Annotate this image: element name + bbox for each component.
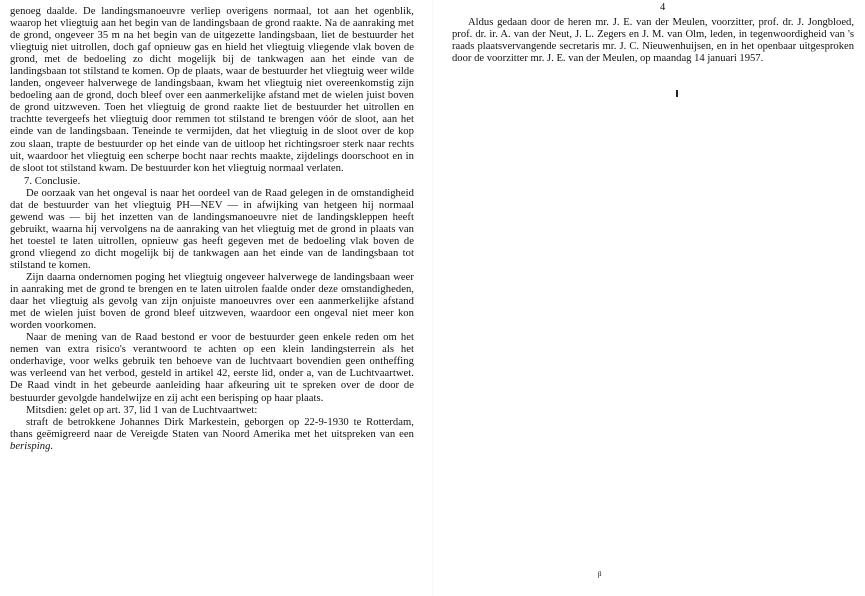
right-column-text (452, 17, 854, 65)
left-page (0, 0, 432, 596)
paragraph-landing-description: genoeg daalde. De landingsmanoeuvre verliep overigens normaal, tot aan het ogenblik, waarop het vliegtuig aan het begin van de landingsbaan de grond raakte. Na de aanraking met de grond, ongeveer 35 m na het begin van de uitgezette landingsbaan, liet de bestuurder het vliegtuig niet uitrollen, doch gaf opnieuw gas en hield het vliegtuig vliegende vlak boven de grond, met de bedoeling zo dicht mogelijk bij de tankwagen aan het einde van de landingsbaan tot stilstand te komen. Op de plaats, waar de bestuurder het vliegtuig weer wilde landen, ongeveer halverwege de landingsbaan, kwam het vliegtuig niet overeenkomstig zijn bedoeling aan de grond, doch bleef over een aanmerkelijke afstand met de wielen juist boven de grond uitzweven. Toen het vliegtuig de grond raakte liet de bestuurder het uitrollen en trachtte tevergeefs het vliegtuig door remmen tot stilstand te brengen vóór de sloot, aan het einde van de landingsbaan. Teneinde te vermijden, dat het vliegtuig in de sloot over de kop zou slaan, trapte de bestuurder op het einde van de uitloop het richtingsroer sterk naar rechts uit, waardoor het vliegtuig een scherpe bocht naar rechts maakte, zijdelings doorschoot en in de sloot tot stilstand kwam. De bestuurder kon het vliegtuig normaal verlaten. (10, 6, 414, 174)
section-heading-conclusie: 7. Conclusie. (24, 175, 81, 187)
paragraph-opinion: Naar de mening van de Raad bestond er voor de bestuurder geen enkele reden om het nemen van extra risico's verantwoord te achten op een klein landingsterrein als het onderhavige, voor welks gebruik ten behoeve van de luchtvaart bovendien geen ontheffing was verleend van het verbod, gesteld in artikel 42, eerste lid, onder a, van de Luchtvaartwet. De Raad vindt in het gebeurde aanleiding haar afkeuring uit te spreken over de door de bestuurder gevolgde handelwijze en zij acht een berisping op haar plaats. (10, 332, 414, 404)
verdict-emphasis: berisping. (10, 440, 54, 452)
paragraph-signatories: Aldus gedaan door de heren mr. J. E. van der Meulen, voorzitter, prof. dr. J. Jongbloed, prof. dr. ir. A. van der Neut, J. L. Zegers en J. M. van Olm, leden, in tegenwoordigheid van 's raads plaatsvervangende secretaris mr. J. C. Nieuwenhuijsen, en in het openbaar uitgesproken door de voorzitter mr. J. E. van der Meulen, op maandag 14 januari 1957. (452, 17, 854, 65)
scan-artifact-mark-bottom: ᵦ (598, 564, 602, 578)
paragraph-cause: De oorzaak van het ongeval is naar het oordeel van de Raad gelegen in de omstandigheid dat de bestuurder van het vliegtuig PH—NEV — in afwijking van hetgeen hij normaal gewend was — bij het inzetten van de landingsmanoeuvre niet de landingskleppen heeft gebruikt, waarna hij vervolgens na de aanraking van het vliegtuig met de grond in plaats van het toestel te laten uitrollen, opnieuw gas heeft gegeven met de bedoeling vlak boven de grond vliegend zo dicht mogelijk bij de tankwagen aan het einde van de landingsbaan tot stilstand te komen. (10, 187, 414, 271)
right-page (434, 0, 865, 596)
page-number: 4 (660, 2, 666, 13)
verdict-text: straft de betrokkene Johannes Dirk Markestein, geborgen op 22-9-1930 te Rotterdam, thans geëmigreerd naar de Vereigde Staten van Noord Amerika met het uitspreken van een (10, 416, 414, 440)
paragraph-verdict (10, 417, 414, 453)
paragraph-attempt: Zijn daarna ondernomen poging het vliegtuig ongeveer halverwege de landingsbaan weer in aanraking met de grond te brengen en te laten uitrolen faalde onder deze omstandigheden, daar het vliegtuig als gevolg van zijn onjuiste manoeuvres over een aanmerkelijke afstand met de wielen juist boven de grond bleef uitzweven, waardoor een ongeval niet meer kon worden voorkomen. (10, 272, 414, 332)
scan-artifact-mark (676, 90, 678, 97)
paragraph-mitsdien: Mitsdien: gelet op art. 37, lid 1 van de Luchtvaartwet: (26, 404, 258, 416)
left-column-text (10, 6, 414, 453)
